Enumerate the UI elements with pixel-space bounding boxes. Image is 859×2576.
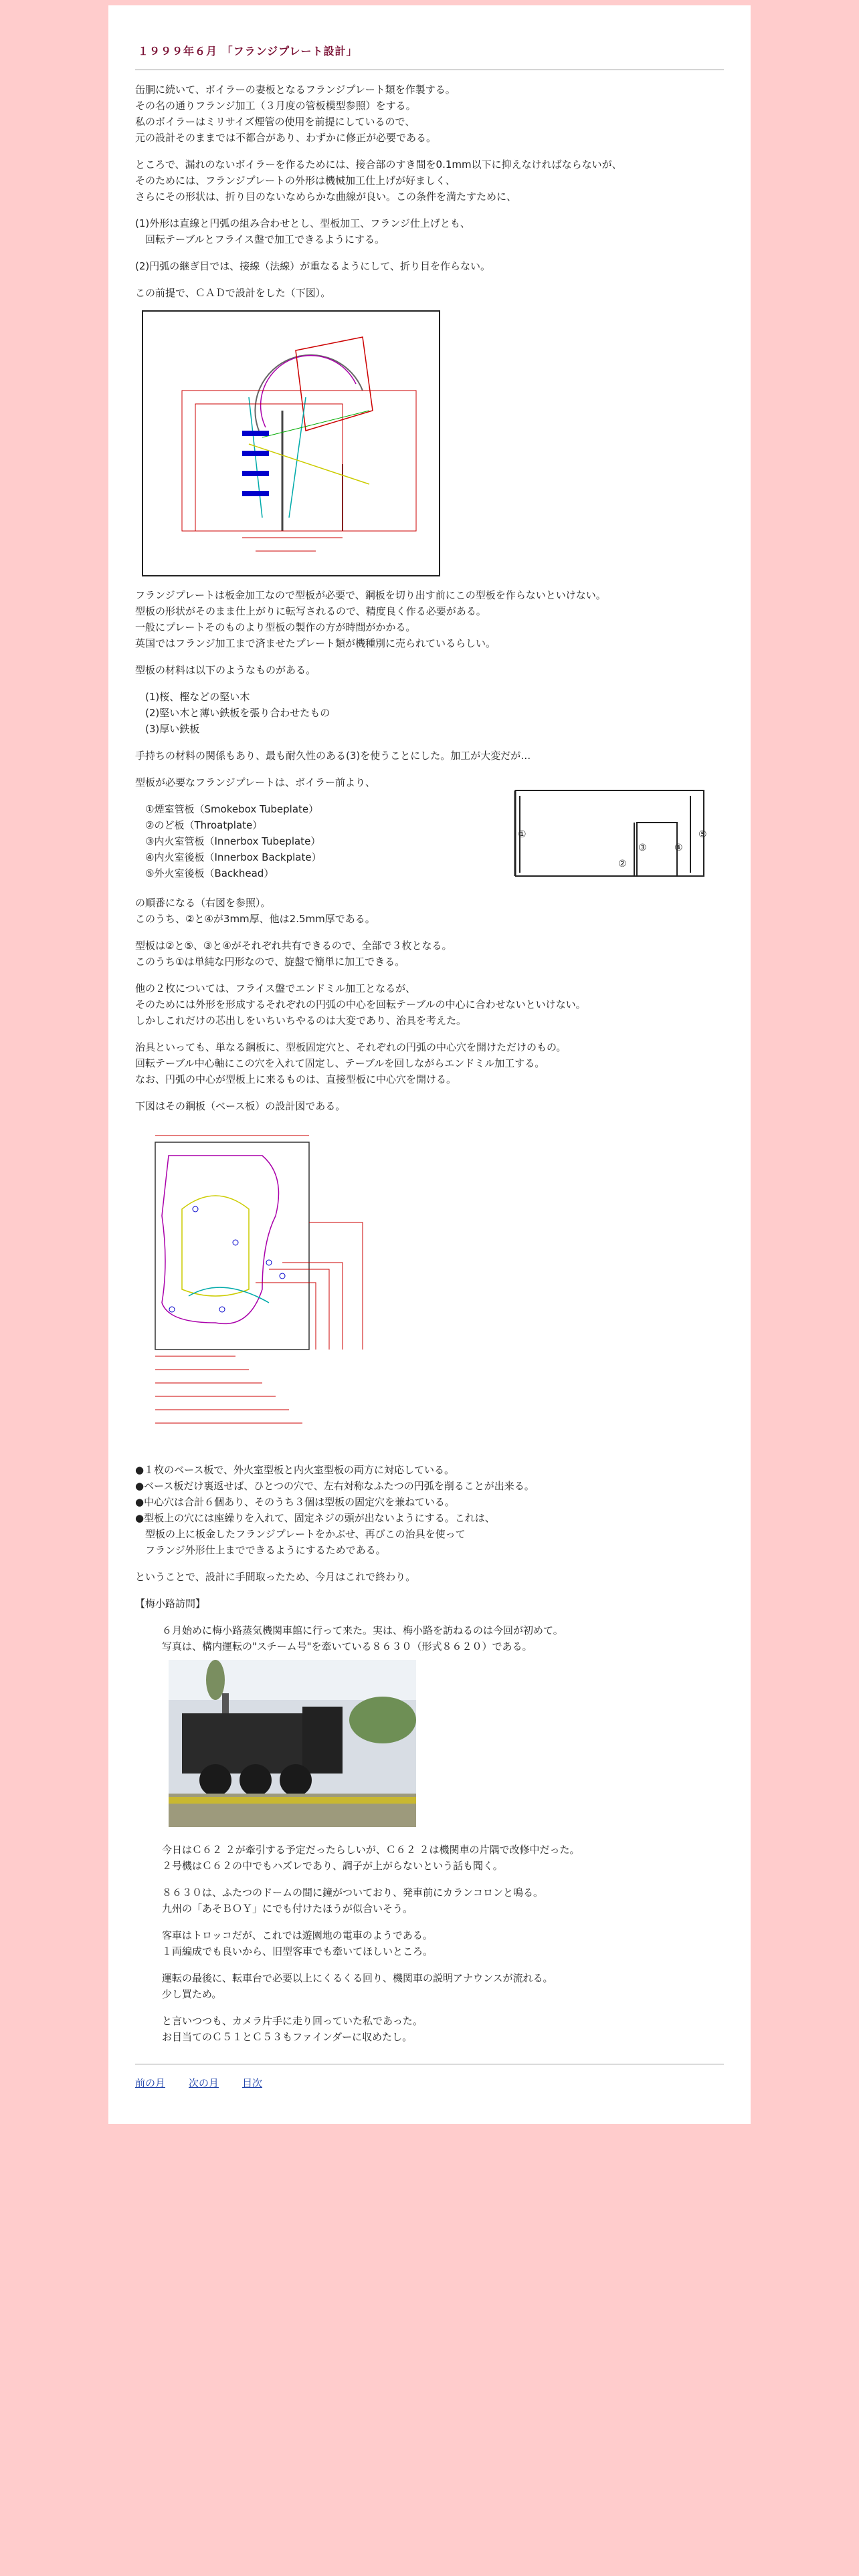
label-4: ④ — [674, 843, 683, 853]
locomotive-8630-photo — [169, 1660, 416, 1827]
paragraph: 治具といっても、単なる鋼板に、型板固定穴と、それぞれの円弧の中心穴を開けただけのもの。 回転テーブル中心軸にこの穴を入れて固定し、テーブルを回しながらエンドミル加工する。 なお、円弧の中心が型板上に来るものは、直接型板に中心穴を開ける。 — [135, 1041, 567, 1085]
paragraph: ①煙室管板（Smokebox Tubeplate） ②のど板（Throatplate） ③内火室管板（Innerbox Tubeplate） ④内火室後板（Innerbox Backplate） ⑤外火室後板（Backhead） — [145, 803, 322, 879]
next-month-link[interactable]: 次の月 — [189, 2077, 219, 2089]
boiler-plate-diagram — [503, 782, 712, 889]
prev-month-link[interactable]: 前の月 — [135, 2077, 166, 2089]
content-panel — [108, 5, 751, 2124]
paragraph: (1)外形は直線と円弧の組み合わせとし、型板加工、フランジ仕上げとも、 回転テーブルとフライス盤で加工できるようにする。 — [135, 217, 470, 245]
paragraph: 型板の材料は以下のようなものがある。 — [135, 664, 316, 676]
paragraph: (1)桜、樫などの堅い木 (2)堅い木と薄い鉄板を張り合わせたもの (3)厚い鉄板 — [145, 691, 330, 735]
paragraph: 運転の最後に、転車台で必要以上にくるくる回り、機関車の説明アナウンスが流れる。 少し買ため。 — [162, 1972, 553, 2000]
paragraph: と言いつつも、カメラ片手に走り回っていた私であった。 お目当てのＣ５１とＣ５３もファインダーに収めたし。 — [162, 2015, 423, 2043]
paragraph: の順番になる（右図を参照）。 このうち、②と④が3mm厚、他は2.5mm厚である。 — [135, 897, 375, 925]
label-5: ⑤ — [698, 829, 707, 840]
paragraph: ８６３０は、ふたつのドームの間に鐘がついており、発車前にカランコロンと鳴る。 九州の「あそＢＯＹ」にでも付けたほうが似合いそう。 — [162, 1887, 544, 1915]
paragraph: 【梅小路訪問】 — [135, 1598, 206, 1610]
paragraph: (2)円弧の継ぎ目では、接線（法線）が重なるようにして、折り目を作らない。 — [135, 260, 490, 272]
paragraph: 他の２枚については、フライス盤でエンドミル加工となるが、 そのためには外形を形成するそれぞれの円弧の中心を回転テーブルの中心に合わせないといけない。 しかしこれだけの芯出しをいちいちやるのは大変であり、治具を考えた。 — [135, 982, 586, 1027]
index-link[interactable]: 目次 — [242, 2077, 263, 2089]
paragraph: 型板が必要なフランジプレートは、ボイラー前より、 — [135, 776, 376, 788]
base-plate-drawing — [142, 1129, 389, 1436]
paragraph: 型板は②と⑤、③と④がそれぞれ共有できるので、全部で３枚となる。 このうち①は単純な円形なので、旋盤で簡単に加工できる。 — [135, 940, 452, 968]
paragraph: フランジプレートは板金加工なので型板が必要で、鋼板を切り出す前にこの型板を作らないといけない。 型板の形状がそのまま仕上がりに転写されるので、精度良く作る必要がある。 一般にプレートそのものより型板の製作の方が時間がかかる。 英国ではフランジ加工まで済ませたプレート類が機種別に売られているらしい。 — [135, 589, 606, 649]
paragraph: 手持ちの材料の関係もあり、最も耐久性のある(3)を使うことにした。加工が大変だが… — [135, 750, 531, 762]
label-1: ① — [518, 829, 527, 840]
flange-plate-cad-drawing — [142, 310, 440, 576]
paragraph: 客車はトロッコだが、これでは遊園地の電車のようである。 １両編成でも良いから、旧型客車でも牽いてほしいところ。 — [162, 1929, 434, 1957]
label-2: ② — [618, 859, 627, 869]
paragraph: ということで、設計に手間取ったため、今月はこれで終わり。 — [135, 1571, 416, 1583]
paragraph: ６月始めに梅小路蒸気機関車館に行って来た。実は、梅小路を訪ねるのは今回が初めて。 写真は、構内運転の"スチーム号"を牽いている８６３０（形式８６２０）である。 — [162, 1624, 563, 1652]
paragraph: 缶胴に続いて、ボイラーの妻板となるフランジプレート類を作製する。 その名の通りフランジ加工（３月度の管板模型参照）をする。 私のボイラーはミリサイズ煙管の使用を前提にしているので、 元の設計そのままでは不都合があり、わずかに修正が必要である。 — [135, 84, 456, 144]
label-3: ③ — [638, 843, 647, 853]
paragraph: 今日はＣ６２ ２が牽引する予定だったらしいが、Ｃ６２ ２は機関車の片隅で改修中だった。 ２号機はＣ６２の中でもハズレであり、調子が上がらないという話も聞く。 — [162, 1844, 580, 1872]
paragraph: ところで、漏れのないボイラーを作るためには、接合部のすき間を0.1mm以下に抑えなければならないが、 そのためには、フランジプレートの外形は機械加工仕上げが好ましく、 さらにその形状は、折り目のないなめらかな曲線が良い。この条件を満たすために、 — [135, 158, 622, 203]
paragraph: ●１枚のベース板で、外火室型板と内火室型板の両方に対応している。 ●ベース板だけ裏返せば、ひとつの穴で、左右対称なふたつの円弧を削ることが出来る。 ●中心穴は合計６個あり、そのうち３個は型板の固定穴を兼ねている。 ●型板上の穴には座繰りを入れて、固定ネジの頭が出ないようにする。これは、 型板の上に板金したフランジプレートをかぶせ、再びこの治具を使って フランジ外形仕上までできるようにするためである。 — [135, 1464, 535, 1556]
paragraph: 下図はその鋼板（ベース板）の設計図である。 — [135, 1100, 346, 1112]
paragraph: この前提で、ＣＡＤで設計をした（下図）。 — [135, 287, 331, 299]
page-title: １９９９年６月 「フランジプレート設計」 — [138, 45, 358, 58]
